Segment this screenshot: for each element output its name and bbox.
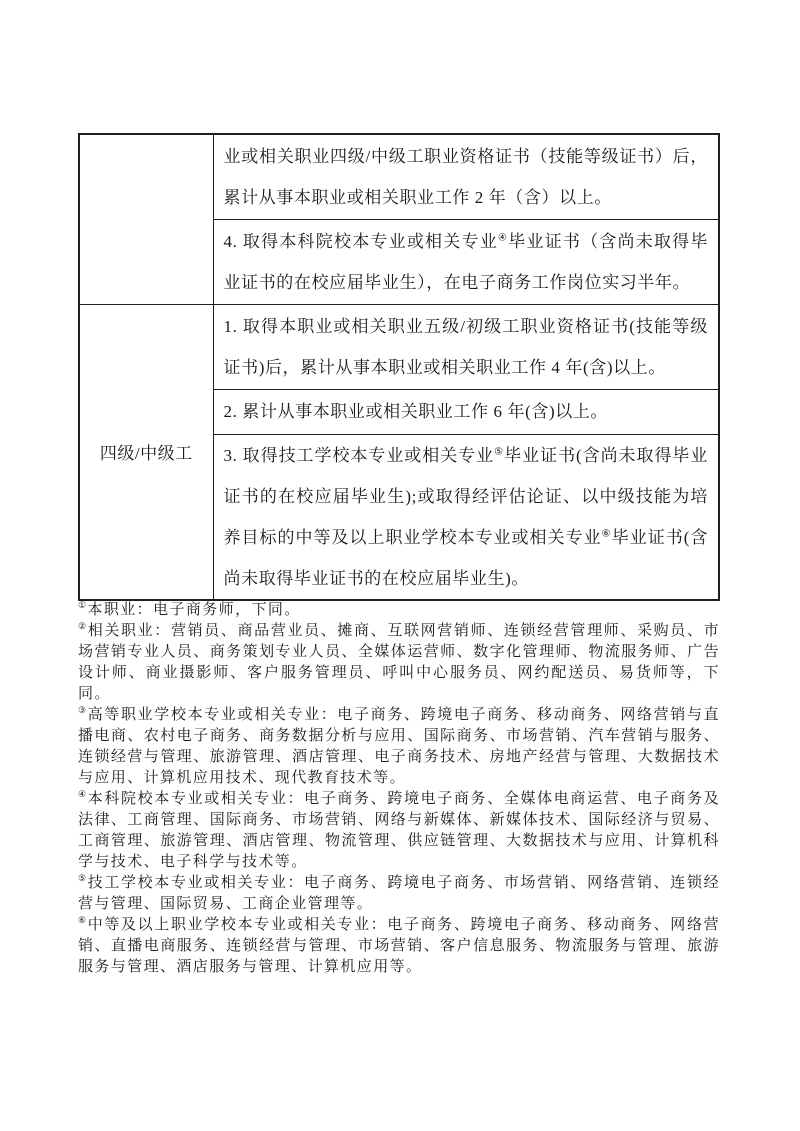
requirement-cell-item-2: 2. 累计从事本职业或相关职业工作 6 年(含)以上。 [213,389,719,434]
requirement-cell-continuation: 业或相关职业四级/中级工职业资格证书（技能等级证书）后，累计从事本职业或相关职业工作 2 年（含）以上。 [213,134,719,219]
level-cell-previous-page-continuation [79,134,213,304]
footnote-5-technical-school-majors: ⑤技工学校本专业或相关专业：电子商务、跨境电子商务、市场营销、网络营销、连锁经营与管理、国际贸易、工商企业管理等。 [78,873,720,912]
table-row [79,304,719,389]
table-row [79,134,719,219]
footnote-2-related-occupations: ②相关职业：营销员、商品营业员、摊商、互联网营销师、连锁经营管理师、采购员、市场营销专业人员、商务策划专业人员、全媒体运营师、数字化管理师、物流服务师、广告设计师、商业摄影师、客户服务管理员、呼叫中心服务员、网约配送员、易货师等，下同。 [78,621,720,702]
requirement-cell-item-3: 3. 取得技工学校本专业或相关专业⑤毕业证书(含尚未取得毕业证书的在校应届毕业生);或取得经评估论证、以中级技能为培养目标的中等及以上职业学校本专业或相关专业⑥毕业证书(含尚未取得毕业证书的在校应届毕业生)。 [213,434,719,600]
footnote-4-university-majors: ④本科院校本专业或相关专业：电子商务、跨境电子商务、全媒体电商运营、电子商务及法律、工商管理、国际商务、市场营销、网络与新媒体、新媒体技术、国际经济与贸易、工商管理、旅游管理、酒店管理、物流管理、供应链管理、大数据技术与应用、计算机科学与技术、电子科学与技术等。 [78,789,720,870]
level-cell-intermediate: 四级/中级工 [79,304,213,600]
footnotes-section [78,600,720,978]
footnote-1-this-occupation: ①本职业：电子商务师，下同。 [78,600,301,618]
footnote-3-higher-vocational-majors: ③高等职业学校本专业或相关专业：电子商务、跨境电子商务、移动商务、网络营销与直播电商、农村电子商务、商务数据分析与应用、国际商务、市场营销、汽车营销与服务、连锁经营与管理、旅游管理、酒店管理、电子商务技术、房地产经营与管理、大数据技术与应用、计算机应用技术、现代教育技术等。 [78,705,720,786]
qualification-requirements-table [78,133,720,601]
requirement-cell-item-4: 4. 取得本科院校本专业或相关专业④毕业证书（含尚未取得毕业证书的在校应届毕业生），在电子商务工作岗位实习半年。 [213,219,719,304]
requirement-cell-item-1: 1. 取得本职业或相关职业五级/初级工职业资格证书(技能等级证书)后，累计从事本职业或相关职业工作 4 年(含)以上。 [213,304,719,389]
footnote-6-secondary-vocational-majors: ⑥中等及以上职业学校本专业或相关专业：电子商务、跨境电子商务、移动商务、网络营销、直播电商服务、连锁经营与管理、市场营销、客户信息服务、物流服务与管理、旅游服务与管理、酒店服务与管理、计算机应用等。 [78,915,720,975]
